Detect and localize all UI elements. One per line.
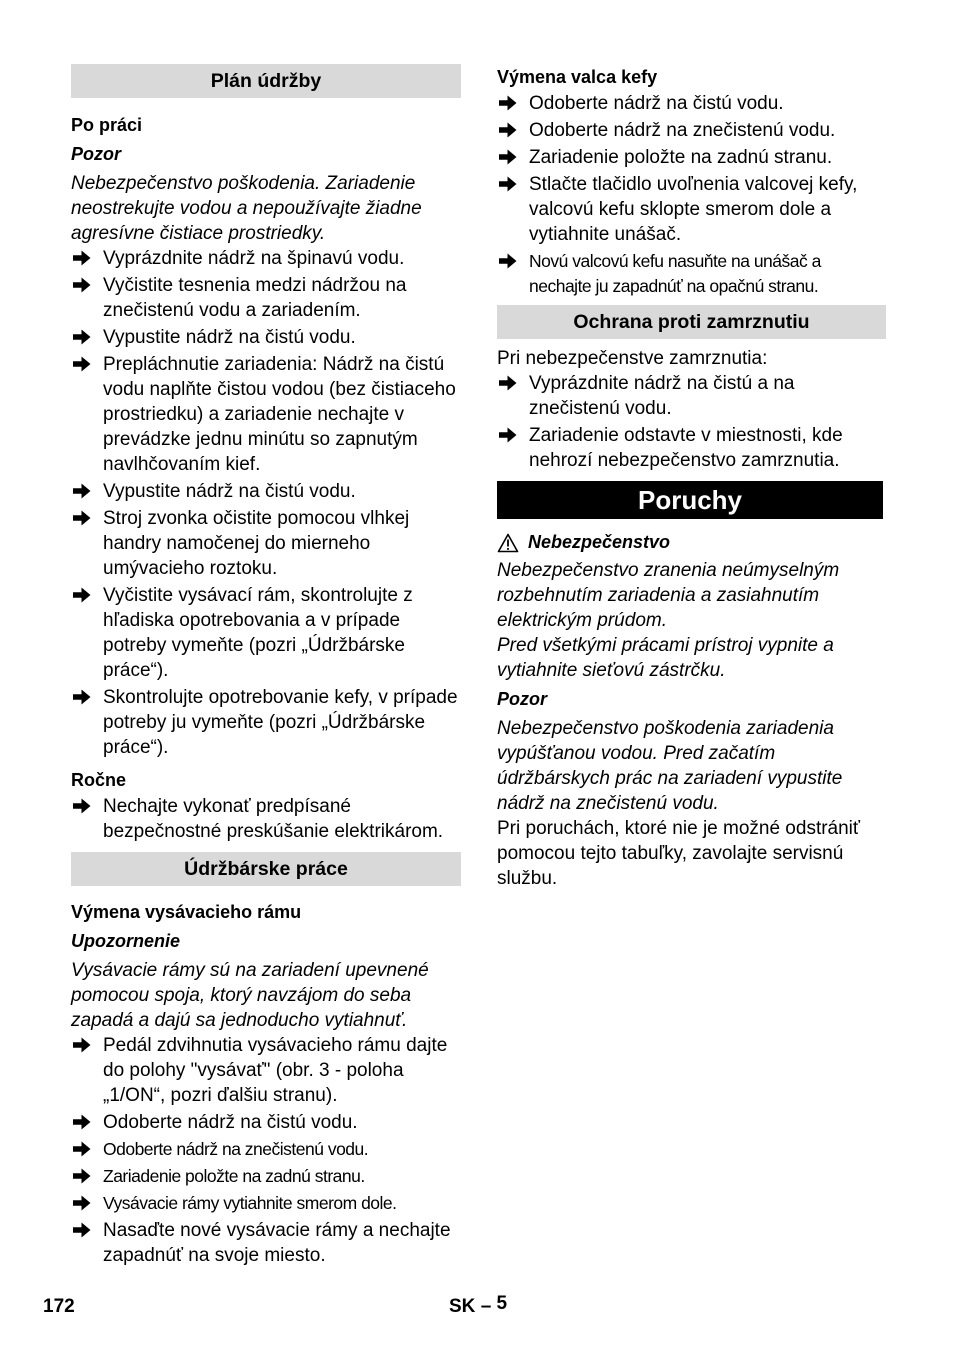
list-item: Vypustite nádrž na čistú vodu. — [71, 479, 461, 504]
yearly-list — [71, 794, 461, 844]
list-item: Vyprázdnite nádrž na čistú a na znečistenú vodu. — [497, 371, 886, 421]
brush-list — [497, 91, 886, 299]
frame-list — [71, 1033, 461, 1268]
list-item: Zariadenie odstavte v miestnosti, kde nehrozí nebezpečenstvo zamrznutia. — [497, 423, 886, 473]
warning-triangle-icon — [497, 533, 519, 553]
frost-list — [497, 371, 886, 473]
list-item: Stroj zvonka očistite pomocou vlhkej handry namočenej do mierneho umývacieho roztoku. — [71, 506, 461, 581]
frame-heading: Výmena vysávacieho rámu — [71, 902, 302, 922]
note-label: Upozornenie — [71, 931, 181, 951]
list-item: Nasaďte nové vysávacie rámy a nechajte zapadnúť na svoje miesto. — [71, 1218, 461, 1268]
caution-label-2: Pozor — [497, 689, 548, 709]
list-item: Novú valcovú kefu nasuňte na unášač a nechajte ju zapadnúť na opačnú stranu. — [497, 249, 886, 299]
yearly-heading: Ročne — [71, 770, 127, 790]
left-column — [71, 64, 461, 1270]
brush-heading: Výmena valca kefy — [497, 67, 658, 87]
caution-text-2: Nebezpečenstvo poškodenia zariadenia vypúšťanou vodou. Pred začatím údržbárskych prác na zariadení vypustite nádrž na znečistenú vodu. — [497, 718, 843, 814]
list-item: Vyčistite tesnenia medzi nádržou na znečistenú vodu a zariadením. — [71, 273, 461, 323]
frost-intro: Pri nebezpečenstve zamrznutia: — [497, 348, 768, 369]
list-item: Odoberte nádrž na čistú vodu. — [497, 91, 886, 116]
danger-text: Nebezpečenstvo zranenia neúmyselným rozbehnutím zariadenia a zasiahnutím elektrickým prúdom. — [497, 560, 840, 631]
footer-dash: – — [480, 1296, 492, 1317]
list-item: Vysávacie rámy vytiahnite smerom dole. — [71, 1191, 461, 1216]
list-item: Stlačte tlačidlo uvoľnenia valcovej kefy, valcovú kefu sklopte smerom dole a vytiahnite unášač. — [497, 172, 886, 247]
caution-text: Nebezpečenstvo poškodenia. Zariadenie neostrekujte vodou a nepoužívajte žiadne agresívne čistiace prostriedky. — [71, 173, 422, 244]
list-item: Vypustite nádrž na čistú vodu. — [71, 325, 461, 350]
list-item: Zariadenie položte na zadnú stranu. — [71, 1164, 461, 1189]
list-item: Prepláchnutie zariadenia: Nádrž na čistú vodu naplňte čistou vodou (bez čistiaceho prostriedku) a zariadenie nechajte v prevádzke jednu minútu so zapnutým navlhčovaním kief. — [71, 352, 461, 477]
list-item: Vyprázdnite nádrž na špinavú vodu. — [71, 246, 461, 271]
faults-text: Pri poruchách, ktoré nie je možné odstrániť pomocou tejto tabuľky, zavolajte servisnú službu. — [497, 818, 861, 889]
footer-lang: SK — [449, 1296, 476, 1317]
danger-row — [497, 530, 886, 555]
list-item: Nechajte vykonať predpísané bezpečnostné preskúšanie elektrikárom. — [71, 794, 461, 844]
maintenance-heading: Údržbárske práce — [71, 852, 461, 886]
footer-section-page: 5 — [496, 1293, 508, 1314]
danger-label: Nebezpečenstvo — [528, 532, 671, 552]
list-item: Zariadenie položte na zadnú stranu. — [497, 145, 886, 170]
footer-section — [449, 1293, 508, 1318]
plan-heading: Plán údržby — [71, 64, 461, 98]
note-text: Vysávacie rámy sú na zariadení upevnené pomocou spoja, ktorý navzájom do seba zapadá a dajú sa jednoducho vytiahnuť. — [71, 960, 429, 1031]
after-work-list — [71, 246, 461, 760]
list-item: Odoberte nádrž na znečistenú vodu. — [497, 118, 886, 143]
caution-label: Pozor — [71, 144, 122, 164]
after-work-heading: Po práci — [71, 115, 143, 135]
list-item: Vyčistite vysávací rám, skontrolujte z hľadiska opotrebovania a v prípade potreby vymeňte (pozri „Údržbárske práce“). — [71, 583, 461, 683]
list-item: Skontrolujte opotrebovanie kefy, v prípade potreby ju vymeňte (pozri „Údržbárske práce“). — [71, 685, 461, 760]
frost-heading: Ochrana proti zamrznutiu — [497, 305, 886, 339]
right-column — [497, 64, 886, 891]
danger-text-2: Pred všetkými prácami prístroj vypnite a vytiahnite sieťovú zástrčku. — [497, 635, 834, 681]
page-number: 172 — [43, 1296, 75, 1317]
list-item: Odoberte nádrž na znečistenú vodu. — [71, 1137, 461, 1162]
faults-heading: Poruchy — [497, 481, 883, 519]
list-item: Odoberte nádrž na čistú vodu. — [71, 1110, 461, 1135]
list-item: Pedál zdvihnutia vysávacieho rámu dajte do polohy "vysávať" (obr. 3 - poloha „1/ON“, pozri ďalšiu stranu). — [71, 1033, 461, 1108]
